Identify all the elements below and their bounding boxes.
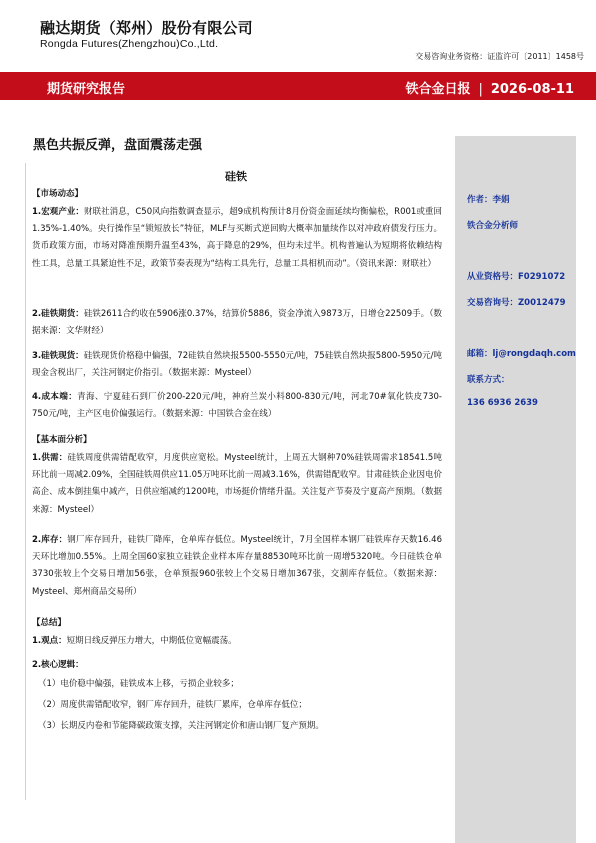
market-item-label: 4.成本端： <box>32 392 78 402</box>
market-item-text: 青海、宁夏硅石到厂价200-220元/吨，神府兰炭小料800-830元/吨，河北70#氧化铁皮730-750元/吨，主产区电价偏强运行。（数据来源：中国铁合金在线） <box>32 392 442 420</box>
author-sidebar <box>455 136 576 843</box>
author-role: 铁合金分析师 <box>467 221 519 231</box>
report-type: 期货研究报告 <box>47 82 126 97</box>
left-divider <box>25 163 26 800</box>
fundamental-item-text: 钢厂库存回升，硅铁厂降库，仓单库存低位。Mysteel统计，7月全国样本钢厂硅铁库存天数16.46天环比增加0.55%。上周全国60家独立硅铁企业样本库存量88530吨环比前一周增5320吨。今日硅铁仓单3730张较上个交易日增加56张，仓单预报960张较上个交易日增加367张，交割库存低位。（数据来源：Mysteel、郑州商品交易所） <box>32 535 442 597</box>
market-item-text: 财联社消息，C50风向指数调查显示，超9成机构预计8月份资金面延续均衡偏松，R001或重回1.35%-1.40%。央行操作呈“锁短放长”特征，MLF与买断式逆回购大概率加量续作以对冲政府债发行压力。货币政策方面，市场对降准预期升温至43%，高于降息的29%，但均未过半。机构普遍认为短期将依赖结构性工具，总量工具紧迫性不足，政策节奏表现为“结构工具先行，总量工具相机而动”。（资讯来源：财联社） <box>32 207 442 269</box>
market-item-label: 1.宏观产业： <box>32 207 84 217</box>
core-logic-item: （1）电价稳中偏强，硅铁成本上移，亏损企业较多； <box>38 679 239 689</box>
report-title <box>405 78 574 97</box>
market-item-text: 硅铁2611合约收在5906涨0.37%，结算价5886，资金净流入9873万，日增仓22509手。（数据来源：文华财经） <box>32 309 442 337</box>
market-item-spot <box>32 348 442 382</box>
core-logic-heading: 2.核心逻辑： <box>32 660 84 670</box>
summary-view-text: 短期日线反弹压力增大，中期低位宽幅震荡。 <box>66 636 237 646</box>
author-email[interactable]: 邮箱：lj@rongdaqh.com <box>467 349 576 359</box>
consult-number: 交易咨询号：Z0012479 <box>467 298 566 308</box>
license-info: 交易咨询业务资格：证监许可〔2011〕1458号 <box>415 52 584 61</box>
fundamental-item-label: 2.库存： <box>32 535 68 545</box>
author-name: 作者：李娟 <box>467 195 510 205</box>
company-name-cn: 融达期货（郑州）股份有限公司 <box>40 19 253 37</box>
headline: 黑色共振反弹，盘面震荡走强 <box>33 138 203 153</box>
core-logic-item: （2）周度供需错配收窄，钢厂库存回升，硅铁厂累库，仓单库存低位； <box>38 700 307 710</box>
summary-view-label: 1.观点： <box>32 636 67 646</box>
market-item-macro <box>32 204 442 273</box>
core-logic-item: （3）长期反内卷和节能降碳政策支撑，关注河钢定价和唐山钢厂复产预期。 <box>38 721 324 731</box>
fundamental-heading: 【基本面分析】 <box>32 435 92 445</box>
summary-view <box>32 633 442 650</box>
market-item-futures <box>32 306 442 340</box>
market-item-cost <box>32 389 442 423</box>
section-title: 硅铁 <box>225 170 247 183</box>
report-date: 2026-08-11 <box>490 82 574 97</box>
market-item-text: 硅铁现货价格稳中偏强，72硅铁自然块报5500-5550元/吨，75硅铁自然块报5800-5950元/吨现金含税出厂，关注河钢定价指引。（数据来源：Mysteel） <box>32 351 442 379</box>
market-heading: 【市场动态】 <box>32 189 84 199</box>
market-item-label: 3.硅铁现货： <box>32 351 84 361</box>
market-item-label: 2.硅铁期货： <box>32 309 84 319</box>
contact-label: 联系方式： <box>467 375 510 385</box>
fundamental-item-text: 硅铁周度供需错配收窄，月度供应宽松。Mysteel统计，上周五大钢种70%硅铁周需求18541.5吨环比前一周减2.09%，全国硅铁周供应11.05万吨环比前一周减3.16%，供需错配收窄。甘肃硅铁企业因电价高企、成本倒挂集中减产，日供应缩减约1200吨，市场挺价情绪升温。关注复产节奏及宁夏高产预期。（数据来源：Mysteel） <box>32 453 442 515</box>
summary-heading: 【总结】 <box>32 618 67 628</box>
fundamental-item-supply-demand <box>32 450 442 519</box>
fundamental-item-label: 1.供需： <box>32 453 68 463</box>
report-separator: | <box>478 82 483 97</box>
fundamental-item-inventory <box>32 532 442 601</box>
author-phone: 136 6936 2639 <box>467 398 538 408</box>
company-name-en: Rongda Futures(Zhengzhou)Co.,Ltd. <box>40 38 219 50</box>
qualification-number: 从业资格号：F0291072 <box>467 272 566 282</box>
report-name: 铁合金日报 <box>405 82 471 97</box>
